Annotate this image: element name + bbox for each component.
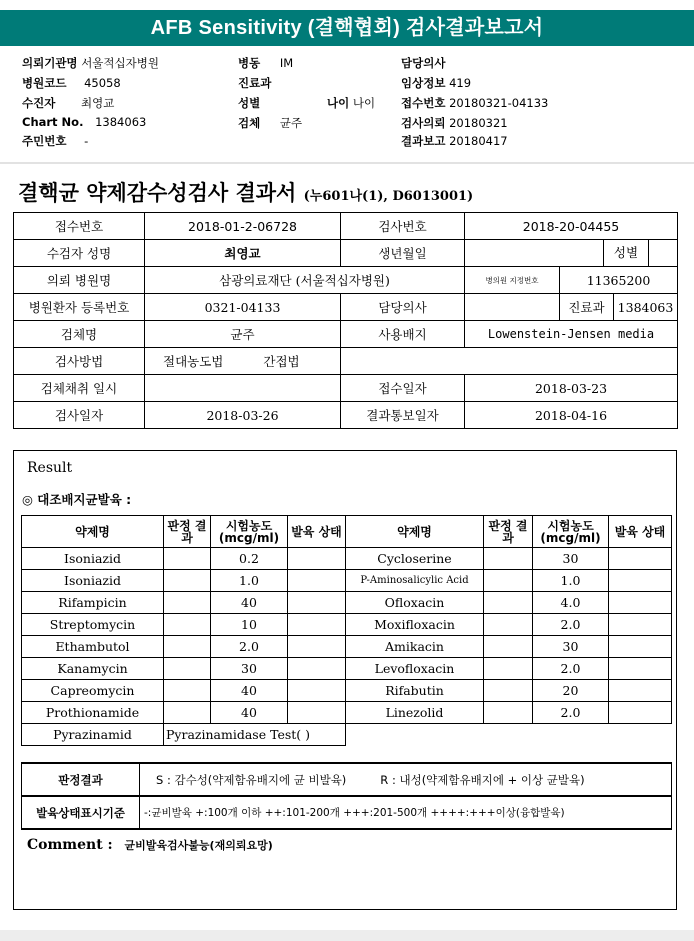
drug-name: Levofloxacin <box>346 658 484 680</box>
notify-label: 결과통보일자 <box>341 402 465 429</box>
method-blank <box>341 348 678 375</box>
result-title: Result <box>27 460 73 476</box>
growth-cell <box>609 658 672 680</box>
notify-date: 2018-04-16 <box>465 402 678 429</box>
patient-name-label: 수검자 성명 <box>14 240 145 267</box>
drug-table-header <box>22 516 672 548</box>
report-banner: AFB Sensitivity (결핵협회) 검사결과보고서 <box>0 10 694 46</box>
growth-cell <box>288 592 346 614</box>
reception-no-label: 접수번호 <box>14 213 145 240</box>
method-indirect: 간접법 <box>263 354 300 369</box>
judge-cell <box>484 636 533 658</box>
judge-cell <box>164 548 211 570</box>
specimen-label: 검체명 <box>14 321 145 348</box>
header-specimen: 검체 균주 <box>238 116 303 130</box>
growth-cell <box>609 570 672 592</box>
header-resident-no: 주민번호 - <box>22 134 89 148</box>
judge-legend-label: 판정결과 <box>22 763 140 796</box>
medium-label: 사용배지 <box>341 321 465 348</box>
drug-conc: 40 <box>211 592 288 614</box>
drug-conc: 4.0 <box>533 592 609 614</box>
header-divider <box>0 162 694 164</box>
growth-legend: -:균비발육 +:100개 이하 ++:101-200개 +++:201-500개 ++++:+++이상(융합발육) <box>140 796 672 829</box>
growth-cell <box>288 614 346 636</box>
test-date: 2018-03-26 <box>145 402 341 429</box>
drug-conc: 2.0 <box>533 614 609 636</box>
doctor-value <box>465 294 560 321</box>
table-row <box>22 548 672 570</box>
drug-name: Amikacin <box>346 636 484 658</box>
report-code: (누601나(1), D6013001) <box>303 189 474 204</box>
growth-cell <box>609 592 672 614</box>
sex-value <box>649 240 677 266</box>
registration-no-label: 병원환자 등록번호 <box>14 294 145 321</box>
method-label: 검사방법 <box>14 348 145 375</box>
pza-drug: Pyrazinamid <box>22 724 164 746</box>
table-row <box>22 702 672 724</box>
drug-name: Ofloxacin <box>346 592 484 614</box>
header-ward: 병동 IM <box>238 56 294 70</box>
table-row <box>22 724 672 746</box>
table-row <box>22 680 672 702</box>
comment <box>27 837 273 853</box>
table-row <box>22 614 672 636</box>
drug-name: Ethambutol <box>22 636 164 658</box>
drug-conc: 30 <box>533 636 609 658</box>
drug-name: Capreomycin <box>22 680 164 702</box>
drug-conc: 20 <box>533 680 609 702</box>
header-sex: 성별 <box>238 96 261 110</box>
report-title: 결핵균 약제감수성검사 결과서 (누601나(1), D6013001) <box>18 180 474 205</box>
header-patient: 수진자 최영교 <box>22 96 115 110</box>
medium-value: Lowenstein-Jensen media <box>465 321 678 348</box>
header-doctor: 담당의사 <box>401 56 446 70</box>
header-clinical-info: 임상정보 419 <box>401 76 472 90</box>
drug-name: Streptomycin <box>22 614 164 636</box>
drug-conc: 30 <box>211 658 288 680</box>
drug-conc: 0.2 <box>211 548 288 570</box>
table-row <box>22 570 672 592</box>
drug-conc: 2.0 <box>211 636 288 658</box>
received-label: 접수일자 <box>341 375 465 402</box>
col-conc: 시험농도 (mcg/ml) <box>533 516 609 548</box>
collect-value <box>145 375 341 402</box>
comment-text: 균비발육검사불능(재의뢰요망) <box>124 839 273 852</box>
control-growth-heading: ◎ 대조배지균발육 : <box>22 492 132 507</box>
judge-cell <box>484 680 533 702</box>
judge-cell <box>484 548 533 570</box>
bottom-divider <box>0 930 694 941</box>
col-conc: 시험농도 (mcg/ml) <box>211 516 288 548</box>
growth-cell <box>609 680 672 702</box>
drug-conc: 2.0 <box>533 702 609 724</box>
table-row <box>22 658 672 680</box>
header-hospital-code: 병원코드 45058 <box>22 76 121 90</box>
judge-legend-r: R : 내성(약제함유배지에 + 이상 균발육) <box>380 772 585 787</box>
judge-cell <box>164 570 211 592</box>
sex-cell <box>604 240 678 267</box>
table-row <box>22 636 672 658</box>
growth-cell <box>609 614 672 636</box>
header-reception-no: 접수번호 20180321-04133 <box>401 96 549 110</box>
growth-cell <box>288 570 346 592</box>
judge-cell <box>164 702 211 724</box>
drug-name: Prothionamide <box>22 702 164 724</box>
judge-legend <box>140 763 672 796</box>
registration-no: 0321-04133 <box>145 294 341 321</box>
hospital-code-label: 병의원 지정번호 <box>465 267 560 294</box>
header-age: 나이 나이 <box>327 96 376 110</box>
patient-info-table <box>13 212 678 429</box>
judge-cell <box>164 592 211 614</box>
drug-conc: 1.0 <box>211 570 288 592</box>
drug-name: Isoniazid <box>22 570 164 592</box>
table-row <box>22 592 672 614</box>
col-judge: 판정 결과 <box>484 516 533 548</box>
test-no-label: 검사번호 <box>341 213 465 240</box>
drug-name: Rifabutin <box>346 680 484 702</box>
judge-cell <box>484 570 533 592</box>
patient-name: 최영교 <box>145 240 341 267</box>
judge-cell <box>164 680 211 702</box>
judge-cell <box>164 614 211 636</box>
drug-conc: 10 <box>211 614 288 636</box>
growth-legend-label: 발육상태표시기준 <box>22 796 140 829</box>
col-drug: 약제명 <box>346 516 484 548</box>
header-request-date: 검사의뢰 20180321 <box>401 116 508 130</box>
drug-table <box>21 515 672 746</box>
method-absolute: 절대농도법 <box>163 354 224 369</box>
drug-conc: 2.0 <box>533 658 609 680</box>
test-date-label: 검사일자 <box>14 402 145 429</box>
comment-label: Comment : <box>27 837 113 853</box>
header-report-date: 결과보고 20180417 <box>401 134 508 148</box>
specimen-value: 균주 <box>145 321 341 348</box>
growth-cell <box>609 702 672 724</box>
drug-name: Moxifloxacin <box>346 614 484 636</box>
reception-no: 2018-01-2-06728 <box>145 213 341 240</box>
col-drug: 약제명 <box>22 516 164 548</box>
growth-cell <box>288 548 346 570</box>
growth-cell <box>609 636 672 658</box>
judge-cell <box>484 614 533 636</box>
growth-cell <box>288 658 346 680</box>
dept-label: 진료과 <box>560 294 614 321</box>
header-hospital: 의뢰기관명 서울적십자병원 <box>22 56 159 70</box>
received-date: 2018-03-23 <box>465 375 678 402</box>
hospital-name: 삼광의료재단 (서울적십자병원) <box>145 267 465 294</box>
legend-table <box>21 762 672 830</box>
header-department: 진료과 <box>238 76 272 90</box>
header-chart-no: Chart No. 1384063 <box>22 115 147 129</box>
sex-label: 성별 <box>604 240 649 266</box>
method-value <box>145 348 341 375</box>
judge-cell <box>164 658 211 680</box>
drug-name: Kanamycin <box>22 658 164 680</box>
pza-test: Pyrazinamidase Test( ) <box>164 724 346 746</box>
dept-value: 1384063 <box>614 294 678 321</box>
col-growth: 발육 상태 <box>609 516 672 548</box>
growth-cell <box>288 636 346 658</box>
birth-label: 생년월일 <box>341 240 465 267</box>
drug-name: Rifampicin <box>22 592 164 614</box>
test-no: 2018-20-04455 <box>465 213 678 240</box>
hospital-code: 11365200 <box>560 267 678 294</box>
judge-cell <box>484 592 533 614</box>
drug-conc: 40 <box>211 680 288 702</box>
collect-label: 검체채취 일시 <box>14 375 145 402</box>
drug-conc: 30 <box>533 548 609 570</box>
hospital-label: 의뢰 병원명 <box>14 267 145 294</box>
drug-name: Isoniazid <box>22 548 164 570</box>
growth-cell <box>609 548 672 570</box>
judge-cell <box>484 702 533 724</box>
drug-name: Linezolid <box>346 702 484 724</box>
col-growth: 발육 상태 <box>288 516 346 548</box>
judge-legend-s: S : 감수성(약제함유배지에 균 비발육) <box>156 772 347 787</box>
growth-cell <box>288 702 346 724</box>
drug-conc: 1.0 <box>533 570 609 592</box>
col-judge: 판정 결과 <box>164 516 211 548</box>
birth-date <box>465 240 604 267</box>
judge-cell <box>484 658 533 680</box>
drug-conc: 40 <box>211 702 288 724</box>
drug-name: P-Aminosalicylic Acid <box>346 570 484 592</box>
judge-cell <box>164 636 211 658</box>
drug-name: Cycloserine <box>346 548 484 570</box>
doctor-label: 담당의사 <box>341 294 465 321</box>
pza-blank <box>346 724 672 746</box>
growth-cell <box>288 680 346 702</box>
